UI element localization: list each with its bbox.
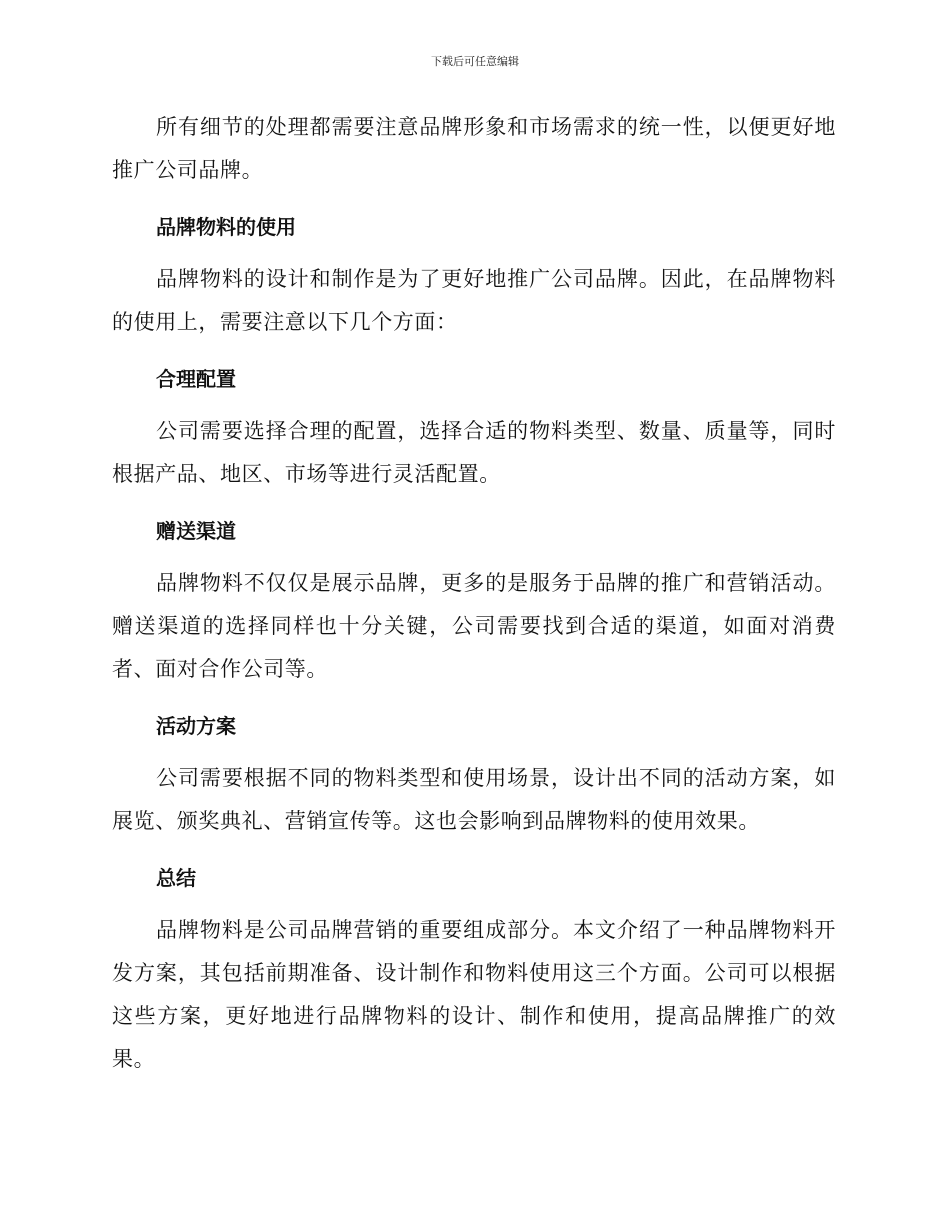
heading-gift-channels: 赠送渠道 bbox=[156, 519, 236, 543]
paragraph-channels: 品牌物料不仅仅是展示品牌，更多的是服务于品牌的推广和营销活动。赠送渠道的选择同样也十分关键，公司需要找到合适的渠道，如面对消费者、面对合作公司等。 bbox=[112, 571, 836, 681]
paragraph-usage: 品牌物料的设计和制作是为了更好地推广公司品牌。因此，在品牌物料的使用上，需要注意以下几个方面： bbox=[112, 267, 836, 334]
paragraph-activity: 公司需要根据不同的物料类型和使用场景，设计出不同的活动方案，如展览、颁奖典礼、营销宣传等。这也会影响到品牌物料的使用效果。 bbox=[112, 766, 836, 833]
paragraph-intro: 所有细节的处理都需要注意品牌形象和市场需求的统一性，以便更好地推广公司品牌。 bbox=[112, 115, 836, 182]
page-header: 下载后可任意编辑 bbox=[431, 55, 519, 68]
heading-brand-material-usage: 品牌物料的使用 bbox=[156, 215, 296, 239]
paragraph-summary: 品牌物料是公司品牌营销的重要组成部分。本文介绍了一种品牌物料开发方案，其包括前期准备、设计制作和物料使用这三个方面。公司可以根据这些方案，更好地进行品牌物料的设计、制作和使用，提高品牌推广的效果。 bbox=[112, 918, 836, 1071]
heading-activity-plan: 活动方案 bbox=[156, 714, 236, 738]
heading-reasonable-configuration: 合理配置 bbox=[156, 367, 236, 391]
paragraph-configuration: 公司需要选择合理的配置，选择合适的物料类型、数量、质量等，同时根据产品、地区、市场等进行灵活配置。 bbox=[112, 419, 836, 486]
heading-summary: 总结 bbox=[156, 866, 196, 890]
document-body bbox=[112, 106, 836, 1081]
